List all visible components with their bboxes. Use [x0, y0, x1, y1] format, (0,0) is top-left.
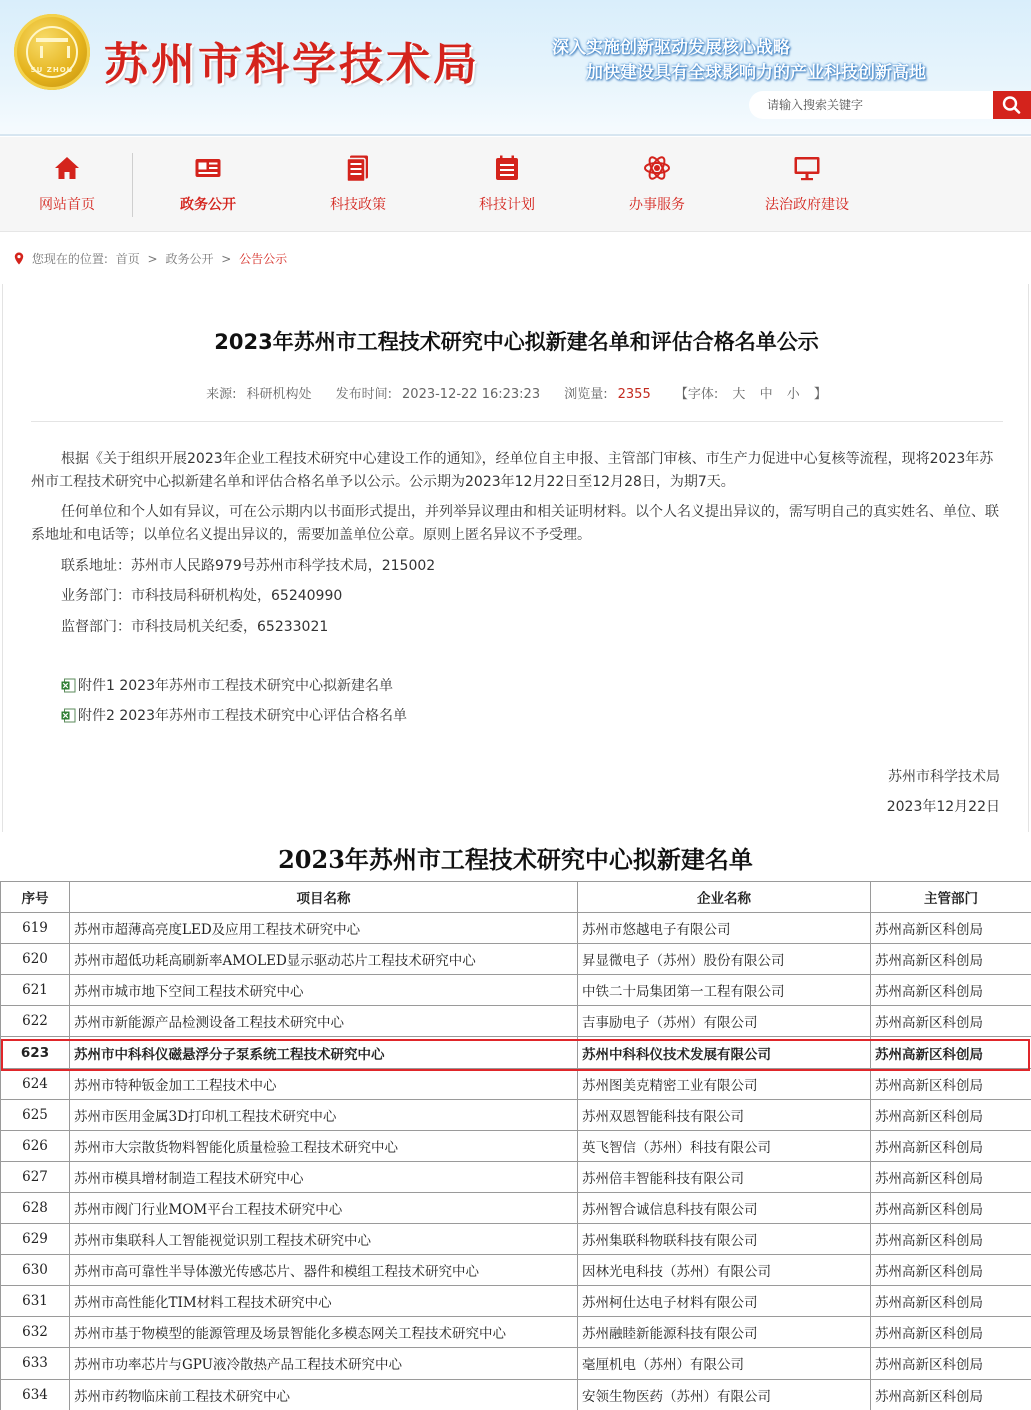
table-row: [1, 1348, 1031, 1379]
company-name-cell: 因林光电科技（苏州）有限公司: [578, 1255, 871, 1286]
search-box: [749, 91, 1031, 119]
slogan-line-2: 加快建设具有全球影响力的产业科技创新高地: [586, 63, 926, 83]
row-number-cell: 620: [1, 944, 70, 975]
department-cell: 苏州高新区科创局: [871, 1379, 1031, 1410]
company-name-cell: 苏州柯仕达电子材料有限公司: [578, 1286, 871, 1317]
signature-date: 2023年12月22日: [886, 799, 1000, 815]
font-size-medium-button[interactable]: 中: [759, 387, 773, 402]
nav-item-government-affairs[interactable]: [148, 137, 268, 232]
table-row: [1, 1130, 1031, 1161]
body-paragraph-2: [31, 501, 1003, 547]
article-meta: [3, 383, 1030, 402]
views-count: 2355: [617, 387, 651, 402]
project-name-cell: 苏州市阀门行业MOM平台工程技术研究中心: [70, 1192, 578, 1223]
department-cell: 苏州高新区科创局: [871, 1130, 1031, 1161]
font-size-large-button[interactable]: 大: [732, 387, 746, 402]
department-cell: 苏州高新区科创局: [871, 975, 1031, 1006]
table-row: [1, 1255, 1031, 1286]
department-cell: 苏州高新区科创局: [871, 1068, 1031, 1099]
new-centers-table: [0, 881, 1031, 1410]
search-input[interactable]: [749, 91, 995, 119]
article-title: 2023年苏州市工程技术研究中心拟新建名单和评估合格名单公示: [214, 330, 819, 354]
nav-label: 科技政策: [330, 197, 386, 213]
table-row: [1, 1161, 1031, 1192]
body-paragraph-1: [31, 448, 1003, 494]
table-header-row: [1, 882, 1031, 913]
table-row: [1, 975, 1031, 1006]
monitor-icon: [793, 154, 821, 182]
slogan-line-1: 深入实施创新驱动发展核心战略: [552, 38, 790, 58]
font-size-close: 】: [813, 387, 827, 402]
body-paragraph-2-text: 任何单位和个人如有异议，可在公示期内以书面形式提出，并列举异议理由和相关证明材料。以个人名义提出异议的，需写明自己的真实姓名、单位、联系地址和电话等；以单位名义提出异议的，需要加盖单位公章。原则上匿名异议不予受理。: [31, 504, 999, 543]
search-button[interactable]: [993, 91, 1031, 119]
project-name-cell: 苏州市集联科人工智能视觉识别工程技术研究中心: [70, 1224, 578, 1255]
table-row: [1, 1224, 1031, 1255]
table-row: [1, 1068, 1031, 1099]
table-row: [1, 913, 1031, 944]
source-value: 科研机构处: [246, 387, 312, 402]
nav-item-services[interactable]: [597, 137, 717, 232]
department-cell: 苏州高新区科创局: [871, 1099, 1031, 1130]
article: [2, 284, 1029, 832]
table-row: [1, 1379, 1031, 1410]
row-number-cell: 627: [1, 1161, 70, 1192]
nav-item-rule-of-law[interactable]: [747, 137, 867, 232]
company-name-cell: 安领生物医药（苏州）有限公司: [578, 1379, 871, 1410]
company-name-cell: 吉事励电子（苏州）有限公司: [578, 1006, 871, 1037]
project-name-cell: 苏州市特种钣金加工工程技术中心: [70, 1068, 578, 1099]
business-department: 业务部门：市科技局科研机构处，65240990: [61, 588, 343, 604]
company-name-cell: 英飞智信（苏州）科技有限公司: [578, 1130, 871, 1161]
nav-label: 政务公开: [180, 197, 236, 213]
nav-item-policy[interactable]: [298, 137, 418, 232]
column-header-project: 项目名称: [70, 882, 578, 913]
company-name-cell: 苏州市悠越电子有限公司: [578, 913, 871, 944]
row-number-cell: 622: [1, 1006, 70, 1037]
atom-icon: [643, 154, 671, 182]
meta-divider: [31, 421, 1003, 422]
department-cell: 苏州高新区科创局: [871, 913, 1031, 944]
table-row: [1, 1317, 1031, 1348]
project-name-cell: 苏州市超低功耗高刷新率AMOLED显示驱动芯片工程技术研究中心: [70, 944, 578, 975]
department-cell: 苏州高新区科创局: [871, 1286, 1031, 1317]
company-name-cell: 昇显微电子（苏州）股份有限公司: [578, 944, 871, 975]
row-number-cell: 634: [1, 1379, 70, 1410]
breadcrumb-government-affairs[interactable]: 政务公开: [165, 252, 214, 266]
company-name-cell: 毫厘机电（苏州）有限公司: [578, 1348, 871, 1379]
project-name-cell: 苏州市新能源产品检测设备工程技术研究中心: [70, 1006, 578, 1037]
project-name-cell: 苏州市模具增材制造工程技术研究中心: [70, 1161, 578, 1192]
breadcrumb: [14, 250, 291, 268]
department-cell: 苏州高新区科创局: [871, 1317, 1031, 1348]
breadcrumb-home[interactable]: 首页: [115, 252, 140, 266]
font-size-small-button[interactable]: 小: [786, 387, 800, 402]
row-number-cell: 623: [1, 1037, 70, 1068]
attachment-link-1[interactable]: [61, 675, 393, 695]
department-cell: 苏州高新区科创局: [871, 944, 1031, 975]
row-number-cell: 629: [1, 1224, 70, 1255]
table-title: 2023年苏州市工程技术研究中心拟新建名单: [278, 845, 753, 874]
project-name-cell: 苏州市医用金属3D打印机工程技术研究中心: [70, 1099, 578, 1130]
source-label: 来源:: [206, 387, 237, 402]
company-name-cell: 苏州倍丰智能科技有限公司: [578, 1161, 871, 1192]
company-name-cell: 中铁二十局集团第一工程有限公司: [578, 975, 871, 1006]
document-icon: [344, 154, 372, 182]
nav-label: 法治政府建设: [765, 197, 849, 213]
row-number-cell: 631: [1, 1286, 70, 1317]
table-row: [1, 1099, 1031, 1130]
table-row: [1, 1006, 1031, 1037]
attachment-label-2: 附件2 2023年苏州市工程技术研究中心评估合格名单: [78, 708, 407, 724]
breadcrumb-prefix: 您现在的位置:: [31, 252, 108, 266]
signature-org: 苏州市科学技术局: [888, 769, 1000, 785]
site-title[interactable]: 苏州市科学技术局: [104, 39, 480, 90]
excel-file-icon: [61, 678, 76, 693]
row-number-cell: 630: [1, 1255, 70, 1286]
search-icon: [993, 91, 1031, 119]
table-row: [1, 1037, 1031, 1068]
nav-label: 办事服务: [629, 197, 685, 213]
table-row: [1, 1286, 1031, 1317]
breadcrumb-current[interactable]: 公告公示: [239, 252, 288, 266]
nav-item-home[interactable]: [7, 137, 127, 232]
project-name-cell: 苏州市基于物模型的能源管理及场景智能化多模态网关工程技术研究中心: [70, 1317, 578, 1348]
breadcrumb-separator: >: [147, 252, 158, 266]
news-icon: [194, 154, 222, 182]
row-number-cell: 625: [1, 1099, 70, 1130]
publish-time: 2023-12-22 16:23:23: [402, 387, 541, 402]
font-size-label: 【字体:: [674, 387, 719, 402]
site-header: [0, 0, 1031, 136]
excel-file-icon: [61, 708, 76, 723]
department-cell: 苏州高新区科创局: [871, 1037, 1031, 1068]
location-pin-icon: [14, 252, 24, 265]
suzhou-emblem-icon[interactable]: [14, 14, 90, 90]
row-number-cell: 624: [1, 1068, 70, 1099]
department-cell: 苏州高新区科创局: [871, 1255, 1031, 1286]
nav-label: 网站首页: [39, 197, 95, 213]
company-name-cell: 苏州中科科仪技术发展有限公司: [578, 1037, 871, 1068]
row-number-cell: 619: [1, 913, 70, 944]
nav-divider: [132, 153, 133, 217]
main-nav: [0, 137, 1031, 232]
company-name-cell: 苏州融睦新能源科技有限公司: [578, 1317, 871, 1348]
company-name-cell: 苏州图美克精密工业有限公司: [578, 1068, 871, 1099]
logo-caption: SU ZHOU: [30, 66, 74, 74]
time-label: 发布时间:: [335, 387, 393, 402]
row-number-cell: 632: [1, 1317, 70, 1348]
row-number-cell: 628: [1, 1192, 70, 1223]
column-header-company: 企业名称: [578, 882, 871, 913]
department-cell: 苏州高新区科创局: [871, 1348, 1031, 1379]
department-cell: 苏州高新区科创局: [871, 1192, 1031, 1223]
row-number-cell: 626: [1, 1130, 70, 1161]
department-cell: 苏州高新区科创局: [871, 1161, 1031, 1192]
body-paragraph-1-text: 根据《关于组织开展2023年企业工程技术研究中心建设工作的通知》，经单位自主申报、主管部门审核、市生产力促进中心复核等流程，现将2023年苏州市工程技术研究中心拟新建名单和评估合格名单予以公示。公示期为2023年12月22日至12月28日，为期7天。: [31, 451, 994, 490]
department-cell: 苏州高新区科创局: [871, 1006, 1031, 1037]
table-row: [1, 1192, 1031, 1223]
company-name-cell: 苏州集联科物联科技有限公司: [578, 1224, 871, 1255]
project-name-cell: 苏州市高可靠性半导体激光传感芯片、器件和模组工程技术研究中心: [70, 1255, 578, 1286]
project-name-cell: 苏州市中科科仪磁悬浮分子泵系统工程技术研究中心: [70, 1037, 578, 1068]
row-number-cell: 633: [1, 1348, 70, 1379]
home-icon: [53, 154, 81, 182]
row-number-cell: 621: [1, 975, 70, 1006]
supervision-department: 监督部门：市科技局机关纪委，65233021: [61, 619, 329, 635]
contact-address: 联系地址：苏州市人民路979号苏州市科学技术局，215002: [61, 558, 436, 574]
attachment-label-1: 附件1 2023年苏州市工程技术研究中心拟新建名单: [78, 678, 393, 694]
department-cell: 苏州高新区科创局: [871, 1224, 1031, 1255]
project-name-cell: 苏州市高性能化TIM材料工程技术研究中心: [70, 1286, 578, 1317]
company-name-cell: 苏州双恩智能科技有限公司: [578, 1099, 871, 1130]
table-row: [1, 944, 1031, 975]
project-name-cell: 苏州市药物临床前工程技术研究中心: [70, 1379, 578, 1410]
project-name-cell: 苏州市城市地下空间工程技术研究中心: [70, 975, 578, 1006]
nav-item-plan[interactable]: [447, 137, 567, 232]
project-name-cell: 苏州市功率芯片与GPU液冷散热产品工程技术研究中心: [70, 1348, 578, 1379]
breadcrumb-separator: >: [221, 252, 232, 266]
project-name-cell: 苏州市超薄高亮度LED及应用工程技术研究中心: [70, 913, 578, 944]
company-name-cell: 苏州智合诚信息科技有限公司: [578, 1192, 871, 1223]
attachment-link-2[interactable]: [61, 705, 407, 725]
column-header-no: 序号: [1, 882, 70, 913]
project-name-cell: 苏州市大宗散货物料智能化质量检验工程技术研究中心: [70, 1130, 578, 1161]
column-header-department: 主管部门: [871, 882, 1031, 913]
nav-label: 科技计划: [479, 197, 535, 213]
views-label: 浏览量:: [564, 387, 608, 402]
calendar-list-icon: [493, 154, 521, 182]
